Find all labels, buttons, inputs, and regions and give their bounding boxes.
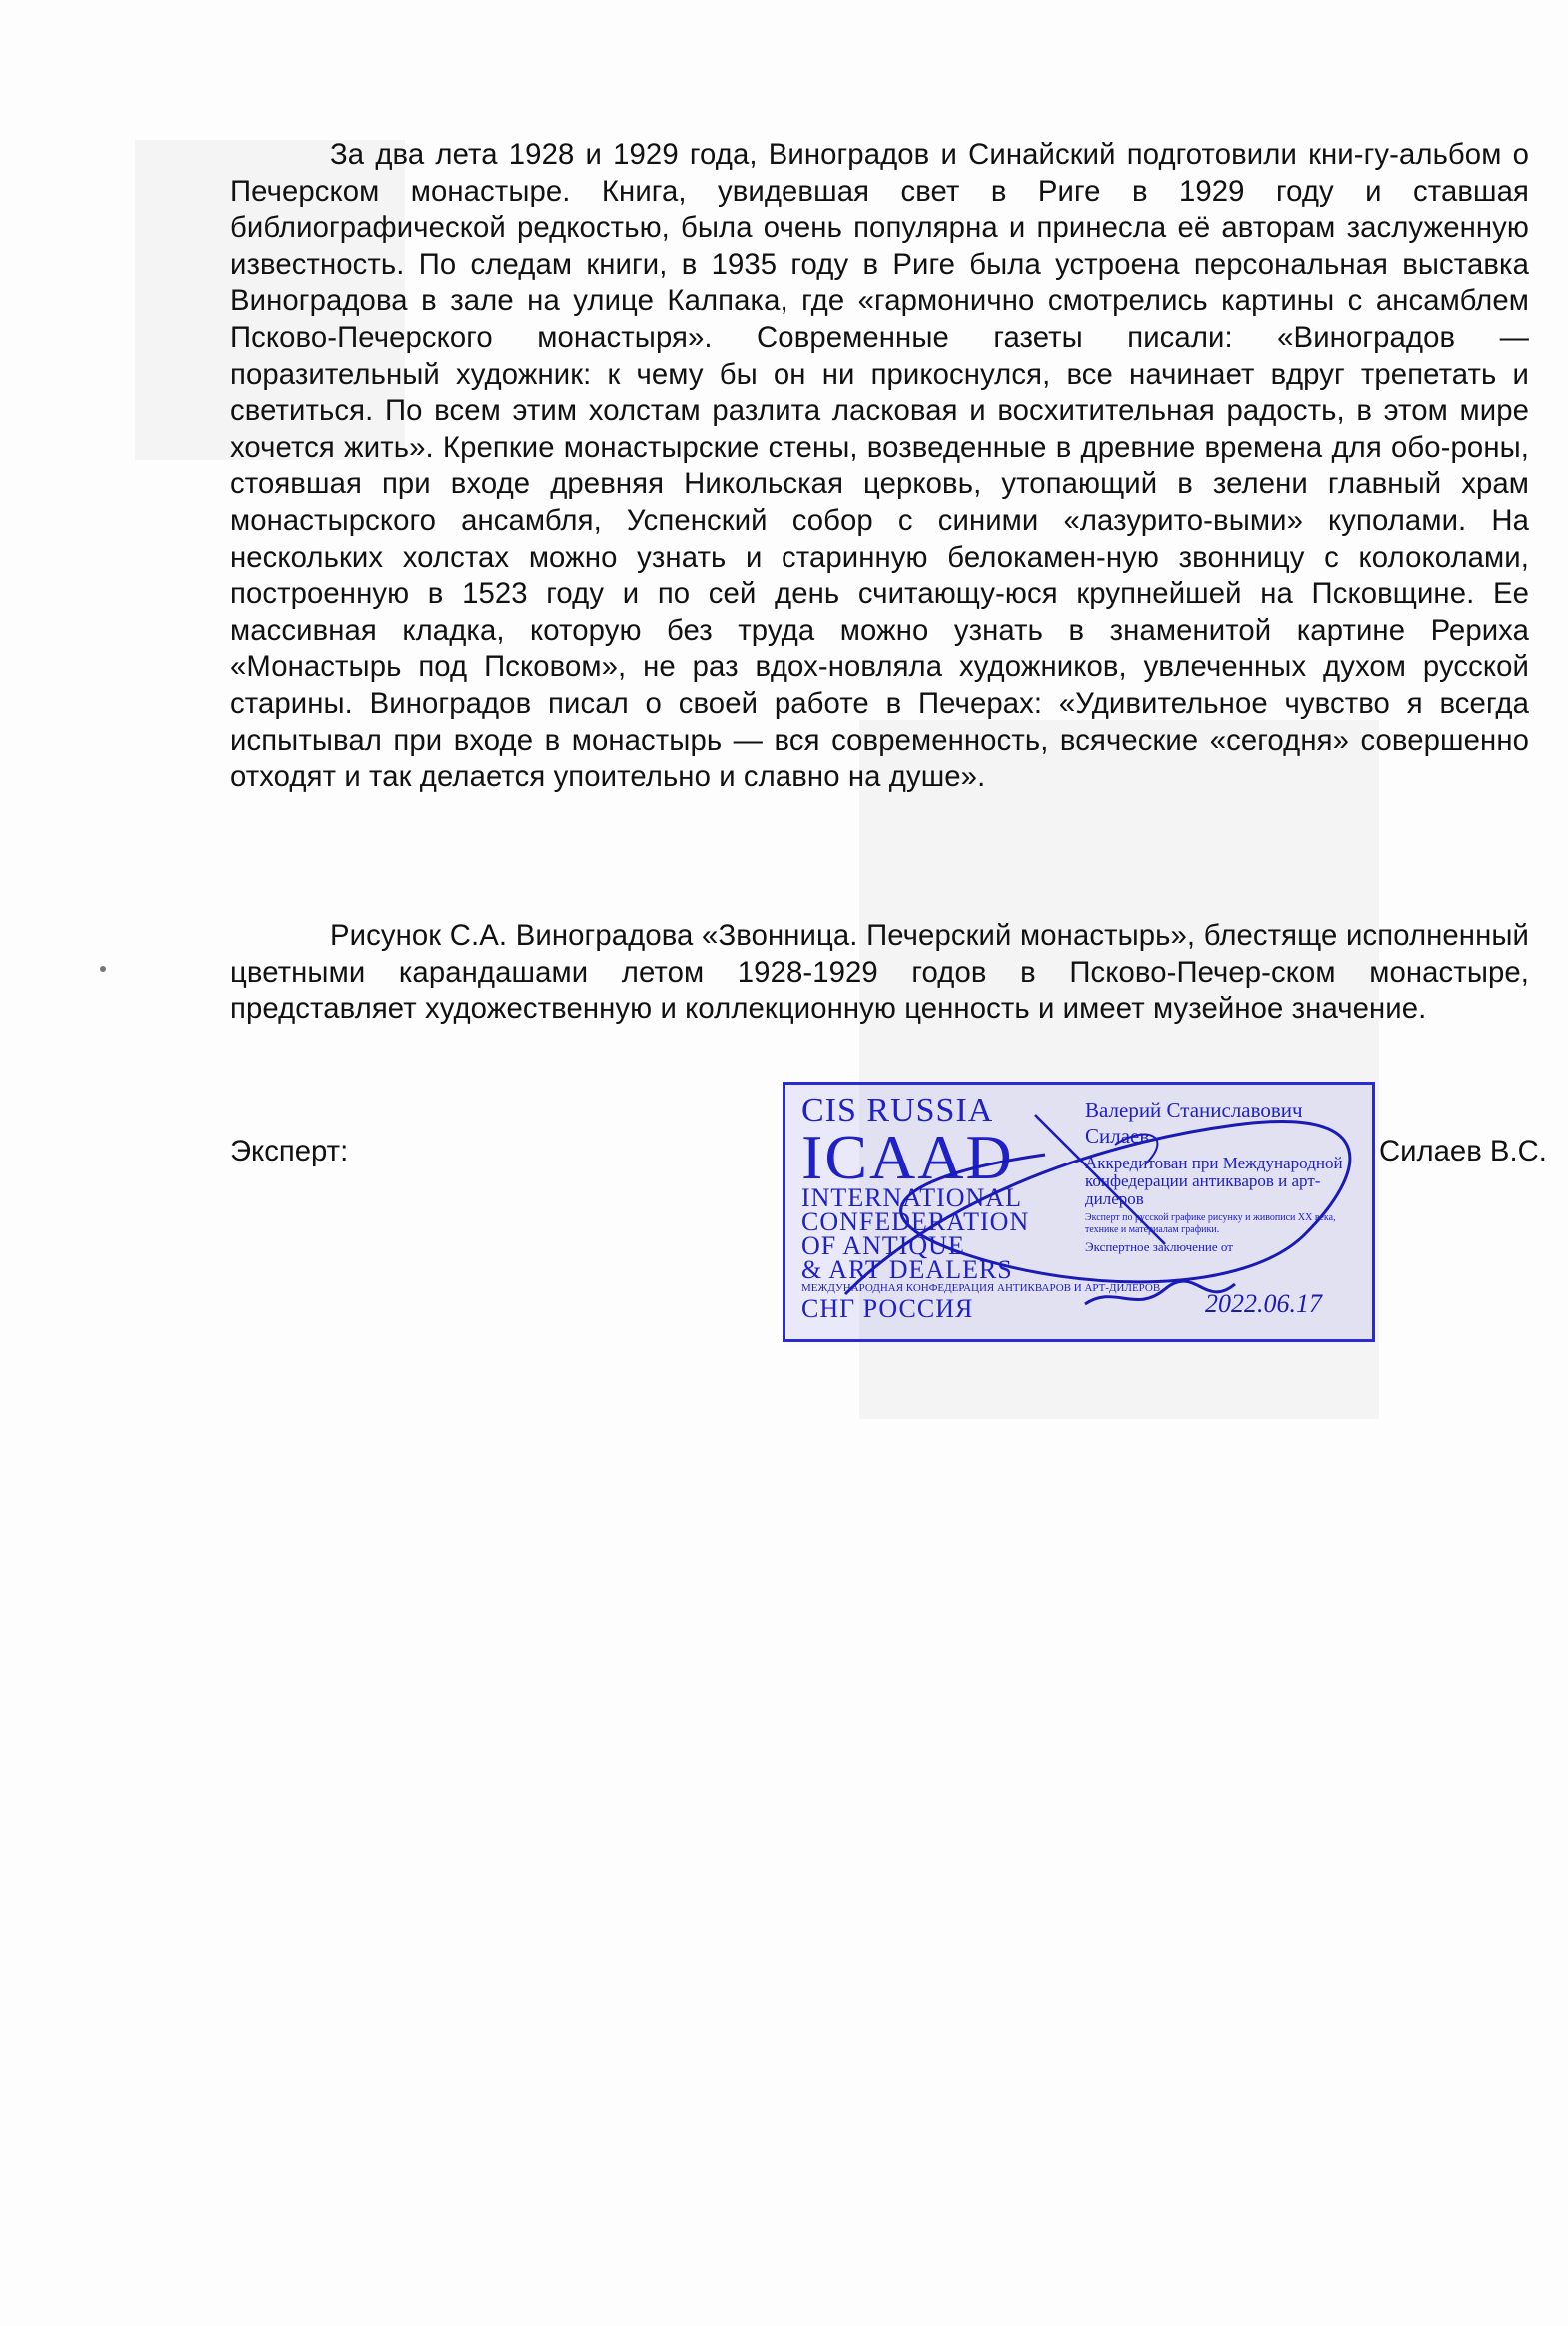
stamp-org-line: OF ANTIQUE: [801, 1231, 965, 1260]
stamp-org-line: CIS RUSSIA: [801, 1092, 994, 1129]
paper-speck: [100, 966, 106, 972]
expert-opinion-paragraph-2: Рисунок С.А. Виноградова «Звонница. Печерский монастырь», блестяще исполненный цветными карандашами летом 1928-1929 годов в Псково-Печер-ском монастыре, представляет художественную и коллекционную ценность и имеет музейное значение.: [230, 919, 1529, 1026]
stamp-org-line: CONFEDERATION: [801, 1207, 1030, 1236]
stamp-fine-print: Эксперт по русской графике рисунку и живописи XX века, технике и материалам графики.: [1085, 1212, 1336, 1235]
stamp-accreditation: Аккредитован при Международной конфедерации антикваров и арт-дилеров: [1085, 1154, 1343, 1208]
stamp-org-small: МЕЖДУНАРОДНАЯ КОНФЕДЕРАЦИЯ АНТИКВАРОВ И АРТ-ДИЛЕРОВ: [801, 1282, 1161, 1294]
stamp-org-line: ICAAD: [801, 1122, 1014, 1192]
expert-label: Эксперт:: [230, 1135, 349, 1167]
stamp-expert-name: Валерий Станиславович: [1085, 1098, 1303, 1122]
stamp-expert-surname: Силаев: [1085, 1124, 1150, 1148]
expert-opinion-paragraph-1: За два лета 1928 и 1929 года, Виноградов и Синайский подготовили кни-гу-альбом о Печерском монастыре. Книга, увидевшая свет в Риге в 1929 году и ставшая библиографической редкостью, была очень популярна и принесла её авторам заслуженную известность. По следам книги, в 1935 году в Риге была устроена персональная выставка Виноградова в зале на улице Калпака, где «гармонично смотрелись картины с ансамблем Псково-Печерского монастыря». Современные газеты писали: «Виноградов — поразительный художник: к чему бы он ни прикоснулся, все начинает вдруг трепетать и светиться. По всем этим холстам разлита ласковая и восхитительная радость, в этом мире хочется жить». Крепкие монастырские стены, возведенные в древние времена для обо-роны, стоявшая при входе древняя Никольская церковь, утопающий в зелени главный храм монастырского ансамбля, Успенский собор с синими «лазурито-выми» куполами. На нескольких холстах можно узнать и старинную белокамен-ную звонницу с колоколами, построенную в 1523 году и по сей день считающу-юся крупнейшей на Псковщине. Ее массивная кладка, которую без труда можно узнать в знаменитой картине Рериха «Монастырь под Псковом», не раз вдох-новляла художников, увлеченных духом русской старины. Виноградов писал о своей работе в Печерах: «Удивительное чувство я всегда испытывал при входе в монастырь — вся современность, всяческие «сегодня» совершенно отходят и так делается упоительно и славно на душе».: [230, 138, 1529, 794]
stamp-org-line: INTERNATIONAL: [801, 1183, 1022, 1212]
expert-name: Силаев В.С.: [1379, 1135, 1547, 1167]
expert-stamp: [783, 1082, 1375, 1342]
stamp-org-ru: СНГ РОССИЯ: [801, 1294, 974, 1323]
stamp-date-label: Экспертное заключение от: [1085, 1239, 1233, 1254]
stamp-org-line: & ART DEALERS: [801, 1255, 1013, 1284]
signature-date: 2022.06.17: [1205, 1289, 1322, 1318]
